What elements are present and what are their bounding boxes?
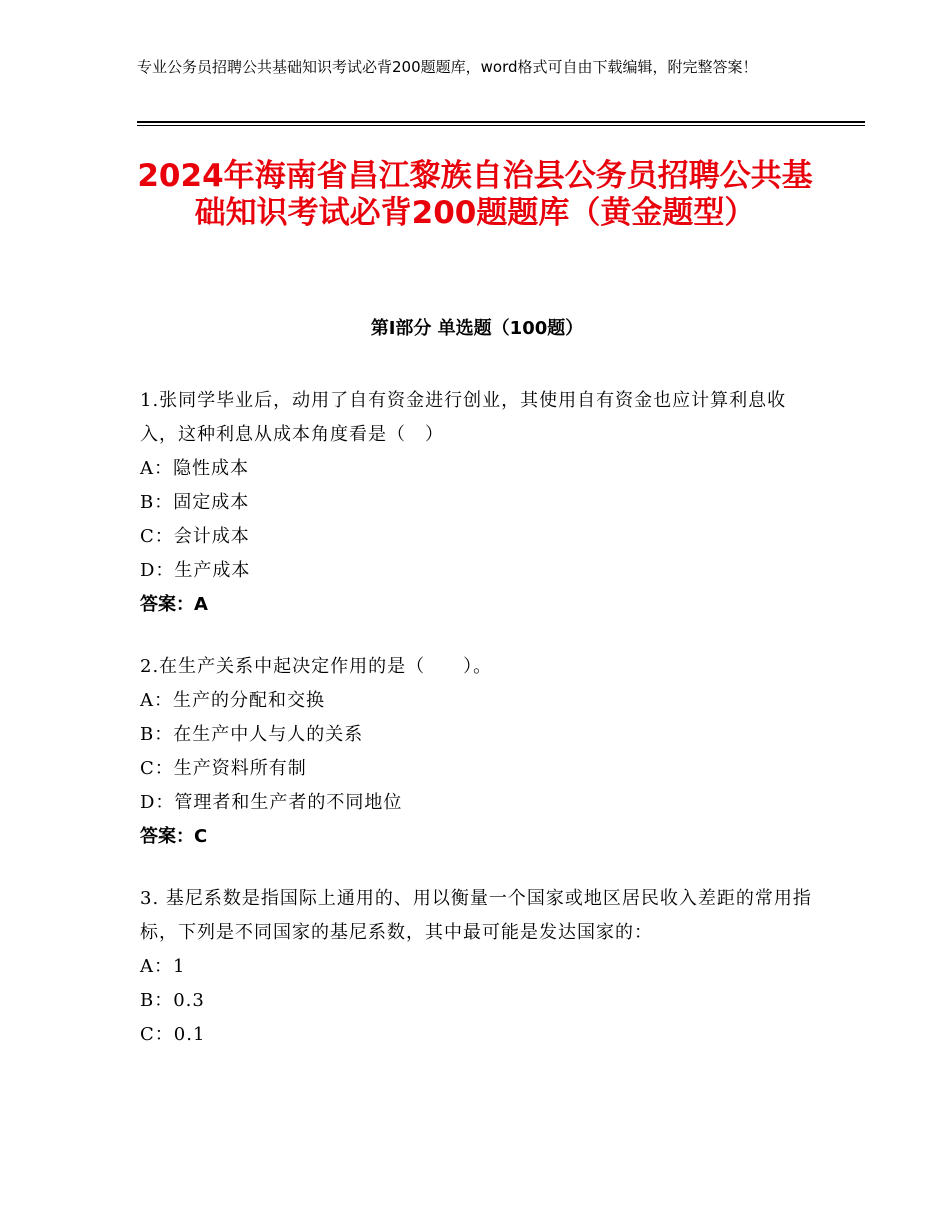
header-note: 专业公务员招聘公共基础知识考试必背200题题库，word格式可自由下载编辑，附完整答案！	[137, 58, 758, 76]
option-b: B：在生产中人与人的关系	[140, 724, 364, 745]
section-title: 第Ⅰ部分 单选题（100题）	[370, 318, 584, 339]
question-stem: 1.张同学毕业后，动用了自有资金进行创业，其使用自有资金也应计算利息收入，这种利息从成本角度看是（ ）	[140, 390, 787, 445]
option-c: C：会计成本	[140, 526, 250, 547]
option-d: D：生产成本	[140, 560, 251, 581]
answer-line: 答案：A	[140, 594, 208, 615]
option-c: C：0.1	[140, 1024, 206, 1045]
question-list	[140, 384, 820, 1080]
question-stem: 3. 基尼系数是指国际上通用的、用以衡量一个国家或地区居民收入差距的常用指标，下列是不同国家的基尼系数，其中最可能是发达国家的：	[140, 888, 812, 943]
option-a: A：隐性成本	[140, 458, 249, 479]
option-b: B：固定成本	[140, 492, 250, 513]
question-stem: 2.在生产关系中起决定作用的是（ ）。	[140, 656, 493, 677]
question-2	[140, 650, 820, 854]
header-rule-thick	[137, 121, 865, 123]
option-d: D：管理者和生产者的不同地位	[140, 792, 403, 813]
question-3	[140, 882, 820, 1052]
option-b: B：0.3	[140, 990, 205, 1011]
header-rule-thin	[137, 125, 865, 126]
option-a: A：生产的分配和交换	[140, 690, 325, 711]
question-1	[140, 384, 820, 622]
option-c: C：生产资料所有制	[140, 758, 307, 779]
answer-line: 答案：C	[140, 826, 208, 847]
option-a: A：1	[140, 956, 186, 977]
document-title: 2024年海南省昌江黎族自治县公务员招聘公共基础知识考试必背200题题库（黄金题型）	[137, 158, 813, 231]
